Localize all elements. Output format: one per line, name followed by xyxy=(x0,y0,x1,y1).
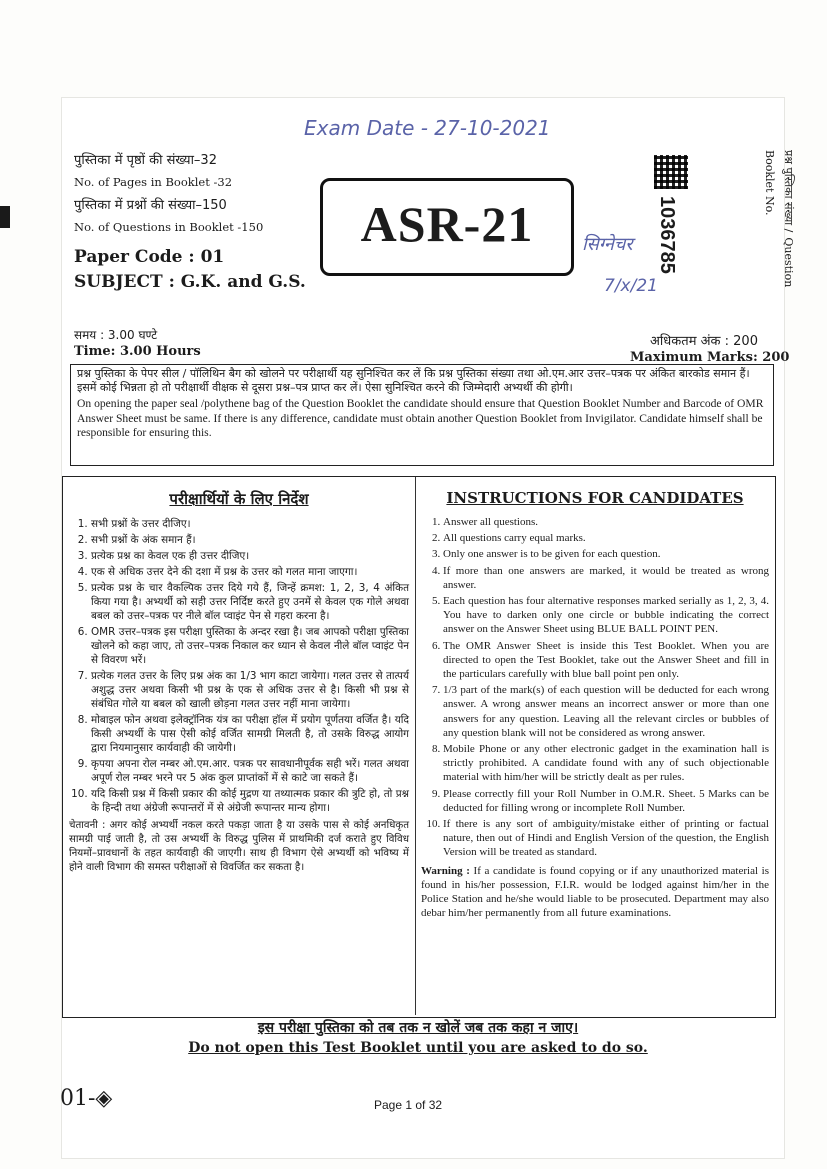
column-divider xyxy=(415,477,416,1015)
list-item: 8. Mobile Phone or any other electronic gadget in the examination hall is strictly prohibited. A candidate found with any of such objectionable material with him/her will be strictly dealt as per rules. xyxy=(443,742,769,785)
booklet-number-label-english: Question Booklet No. xyxy=(763,150,795,288)
list-item: 9. कृपया अपना रोल नम्बर ओ.एम.आर. पत्रक पर सावधानीपूर्वक सही भरें। गलत अथवा अपूर्ण रोल नम्बर भरने पर 5 अंक कुल प्राप्तांकों में से काटे जा सकते हैं। xyxy=(91,757,409,785)
qr-code-icon xyxy=(654,155,688,189)
list-item: 1. Answer all questions. xyxy=(443,515,769,529)
do-not-open-english: Do not open this Test Booklet until you are asked to do so. xyxy=(188,1040,648,1056)
list-item: 5. Each question has four alternative responses marked serially as 1, 2, 3, 4. You have to darken only one circle or bubble indicating the correct answer on the Answer Sheet using BLUE BALL POINT PEN. xyxy=(443,594,769,637)
paper-series-code: 01-◈ xyxy=(60,1086,113,1111)
list-item: 4. एक से अधिक उत्तर देने की दशा में प्रश्न के उत्तर को गलत माना जाएगा। xyxy=(91,565,409,579)
questions-count-english: No. of Questions in Booklet -150 xyxy=(74,220,264,234)
questions-count-hindi: पुस्तिका में प्रश्नों की संख्या–150 xyxy=(74,198,227,213)
warning-label: Warning : xyxy=(421,864,470,877)
list-item: 3. प्रत्येक प्रश्न का केवल एक ही उत्तर दीजिए। xyxy=(91,549,409,563)
list-item: 10. If there is any sort of ambiguity/mistake either of printing or factual nature, then out of Hindi and English Version of the question, the English Version will be treated as standard. xyxy=(443,817,769,860)
pages-count-english: No. of Pages in Booklet -32 xyxy=(74,175,233,189)
list-item: 6. The OMR Answer Sheet is inside this Test Booklet. When you are directed to open the Test Booklet, take out the Answer Sheet and fill in the particulars carefully with blue ball point pen only. xyxy=(443,639,769,682)
list-item: 9. Please correctly fill your Roll Number in O.M.R. Sheet. 5 Marks can be deducted for filling wrong or incomplete Roll Number. xyxy=(443,787,769,815)
list-item: 4. If more than one answers are marked, it would be treated as wrong answer. xyxy=(443,564,769,592)
max-marks-hindi: अधिकतम अंक : 200 xyxy=(650,334,758,349)
instructions-english-title: INSTRUCTIONS FOR CANDIDATES xyxy=(446,489,744,507)
do-not-open-hindi: इस परीक्षा पुस्तिका को तब तक न खोलें जब तक कहा न जाए। xyxy=(257,1020,579,1036)
list-item: 7. प्रत्येक गलत उत्तर के लिए प्रश्न अंक का 1/3 भाग काटा जायेगा। गलत उत्तर से तात्पर्य अशुद्ध उत्तर अथवा किसी भी प्रश्न के एक से अधिक उत्तर से है। किसी भी प्रश्न से संबंधित गोले या बबल को खाली छोड़ना गलत उत्तर नहीं माना जायेगा। xyxy=(91,669,409,711)
warning-english xyxy=(421,864,769,921)
warning-hindi: चेतावनी : अगर कोई अभ्यर्थी नकल करते पकड़ा जाता है या उसके पास से कोई अनधिकृत सामग्री पाई जाती है, तो उस अभ्यर्थी के विरुद्ध पुलिस में प्राथमिकी दर्ज कराते हुए विविध नियमों–प्रावधानों के तहत कार्यवाही की जाएगी। साथ ही विभाग ऐसे अभ्यर्थी को भविष्य में होने वाली विभाग की समस्त परीक्षाओं से विवर्जित कर सकता है। xyxy=(69,820,409,873)
instructions-hindi xyxy=(69,483,409,875)
paper-code: Paper Code : 01 xyxy=(74,247,225,267)
handwritten-initials: 7/x/21 xyxy=(604,276,658,296)
scan-mark xyxy=(0,206,10,228)
list-item: 7. 1/3 part of the mark(s) of each question will be deducted for each wrong answer. A wrong answer means an incorrect answer or more than one answers for any question. Leaving all the relevant circles or bubbles of any question blank will not be considered as wrong answer. xyxy=(443,683,769,740)
max-marks-english: Maximum Marks: 200 xyxy=(630,350,790,365)
instructions-box xyxy=(62,476,776,1018)
list-item: 1. सभी प्रश्नों के उत्तर दीजिए। xyxy=(91,517,409,531)
list-item: 2. सभी प्रश्नों के अंक समान हैं। xyxy=(91,533,409,547)
instructions-english xyxy=(421,483,769,920)
list-item: 2. All questions carry equal marks. xyxy=(443,531,769,545)
list-item: 8. मोबाइल फोन अथवा इलेक्ट्रॉनिक यंत्र का परीक्षा हॉल में प्रयोग पूर्णतया वर्जित है। यदि किसी अभ्यर्थी के पास ऐसी कोई वर्जित सामग्री मिलती है, तो उसके विरुद्ध आयोग द्वारा नियमानुसार कार्यवाही की जायेगी। xyxy=(91,713,409,755)
list-item: 10. यदि किसी प्रश्न में किसी प्रकार की कोई मुद्रण या तथ्यात्मक प्रकार की त्रुटि हो, तो प्रश्न के हिन्दी तथा अंग्रेजी रूपान्तरों में से अंग्रेजी रूपान्तर मान्य होगा। xyxy=(91,787,409,815)
notice-english: On opening the paper seal /polythene bag of the Question Booklet the candidate should ensure that Question Booklet Number and Barcode of OMR Answer Sheet must be same. If there is any difference, candidate must obtain another Question Booklet from Invigilator. Candidate himself shall be responsible for ensuring this. xyxy=(77,397,764,439)
series-code-box xyxy=(320,178,574,276)
page-number: Page 1 of 32 xyxy=(374,1098,443,1112)
time-hindi: समय : 3.00 घण्टे xyxy=(74,328,158,342)
booklet-number-block xyxy=(688,150,798,310)
notice-hindi: प्रश्न पुस्तिका के पेपर सील / पॉलिथिन बैग को खोलने पर परीक्षार्थी यह सुनिश्चित कर लें कि प्रश्न पुस्तिका संख्या तथा ओ.एम.आर उत्तर–पत्रक पर अंकित बारकोड समान हैं। इसमें कोई भिन्नता हो तो परीक्षार्थी वीक्षक से दूसरा प्रश्न–पत्र प्राप्त कर लें। ऐसा सुनिश्चित करने की जिम्मेदारी अभ्यर्थी की होगी। xyxy=(77,367,750,394)
list-item: 5. प्रत्येक प्रश्न के चार वैकल्पिक उत्तर दिये गये हैं, जिन्हें क्रमश: 1, 2, 3, 4 अंकित किया गया है। अभ्यर्थी को सही उत्तर निर्दिष्ट करते हुए उनमें से केवल एक गोले अथवा बबल को उत्तर–पत्रक पर नीले बॉल प्वाइंट पेन से गहरा करना है। xyxy=(91,581,409,623)
pages-count-hindi: पुस्तिका में पृष्ठों की संख्या–32 xyxy=(74,153,217,168)
booklet-number-label-hindi: प्रश्न पुस्तिका संख्या / xyxy=(782,150,795,233)
series-code: ASR-21 xyxy=(360,196,534,252)
warning-english-text: If a candidate is found copying or if any unauthorized material is found in his/her possession, F.I.R. would be lodged against him/her in the Police Station and he/she would liable to be prosecuted. Department may also debar him/her permanently from all future examinations. xyxy=(421,864,770,920)
handwritten-signature: सिग्नेचर xyxy=(582,234,633,255)
list-item: 6. OMR उत्तर–पत्रक इस परीक्षा पुस्तिका के अन्दर रखा है। जब आपको परीक्षा पुस्तिका खोलने को कहा जाए, तो उत्तर–पत्रक निकाल कर ध्यान से केवल नीले बॉल प्वाइंट पेन से विवरण भरें। xyxy=(91,625,409,667)
instructions-hindi-title: परीक्षार्थियों के लिए निर्देश xyxy=(169,490,309,508)
booklet-check-notice xyxy=(70,364,774,466)
do-not-open-notice xyxy=(62,1018,774,1056)
handwritten-exam-date: Exam Date - 27-10-2021 xyxy=(304,116,551,140)
subject: SUBJECT : G.K. and G.S. xyxy=(74,272,306,292)
time-english: Time: 3.00 Hours xyxy=(74,344,201,359)
list-item: 3. Only one answer is to be given for each question. xyxy=(443,547,769,561)
booklet-number: 1036785 xyxy=(656,196,678,274)
